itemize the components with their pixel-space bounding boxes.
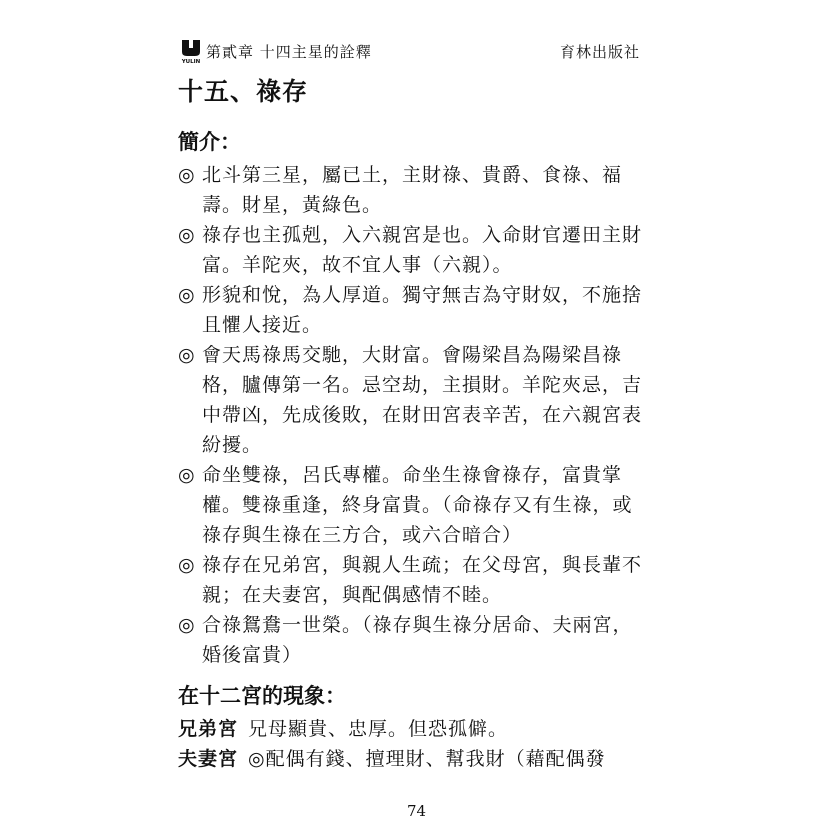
double-circle-bullet-icon: ◎: [178, 554, 196, 576]
list-item: [178, 160, 648, 220]
double-circle-bullet-icon: ◎: [178, 614, 196, 636]
list-item-text: 形貌和悅，為人厚道。獨守無吉為守財奴，不施捨且懼人接近。: [202, 284, 643, 336]
section-title: 十五、祿存: [178, 77, 309, 106]
palace-name: 兄弟宮: [178, 718, 239, 740]
list-item-text: 會天馬祿馬交馳，大財富。會陽梁昌為陽梁昌祿格，臚傳第一名。忌空劫，主損財。羊陀夾忌，吉中帶凶，先成後敗，在財田宮表辛苦，在六親宮表紛擾。: [202, 344, 643, 456]
list-item: [178, 610, 648, 670]
palace-heading: 在十二宮的現象：: [178, 684, 346, 708]
palace-row-spouse: [178, 744, 648, 774]
palace-text: 兄母顯貴、忠厚。但恐孤僻。: [248, 718, 509, 740]
list-item: [178, 220, 648, 280]
double-circle-bullet-icon: ◎: [178, 464, 196, 486]
list-item-text: 祿存也主孤剋，入六親宮是也。入命財官遷田主財富。羊陀夾，故不宜人事（六親）。: [202, 224, 643, 276]
double-circle-bullet-icon: ◎: [178, 224, 196, 246]
palace-name: 夫妻宮: [178, 748, 239, 770]
page-header: [180, 38, 640, 64]
intro-list: [178, 160, 648, 670]
list-item-text: 祿存在兄弟宮，與親人生疏；在父母宮，與長輩不親；在夫妻宮，與配偶感情不睦。: [202, 554, 643, 606]
chapter-title: 第貳章 十四主星的詮釋: [206, 43, 372, 61]
list-item: [178, 340, 648, 460]
list-item: [178, 460, 648, 550]
list-item-text: 合祿鴛鴦一世榮。（祿存與生祿分居命、夫兩宮，婚後富貴）: [202, 614, 633, 666]
palace-row-siblings: [178, 714, 648, 744]
list-item: [178, 280, 648, 340]
double-circle-bullet-icon: ◎: [178, 344, 196, 366]
yulin-book-logo-icon: [180, 38, 202, 64]
double-circle-bullet-icon: ◎: [178, 284, 196, 306]
palace-list: [178, 714, 648, 774]
logo-text: YULIN: [181, 59, 201, 64]
intro-heading: 簡介：: [178, 130, 241, 154]
page-number: 74: [406, 802, 427, 820]
list-item-text: 命坐雙祿，呂氏專權。命坐生祿會祿存，富貴掌權。雙祿重逢，終身富貴。（命祿存又有生祿，或祿存與生祿在三方合，或六合暗合）: [202, 464, 633, 546]
double-circle-bullet-icon: ◎: [178, 164, 196, 186]
list-item: [178, 550, 648, 610]
list-item-text: 北斗第三星，屬已土，主財祿、貴爵、食祿、福壽。財星，黃綠色。: [202, 164, 623, 216]
palace-text: ◎配偶有錢、擅理財、幫我財（藉配偶發: [248, 748, 606, 770]
publisher-name: 育林出版社: [559, 43, 640, 61]
